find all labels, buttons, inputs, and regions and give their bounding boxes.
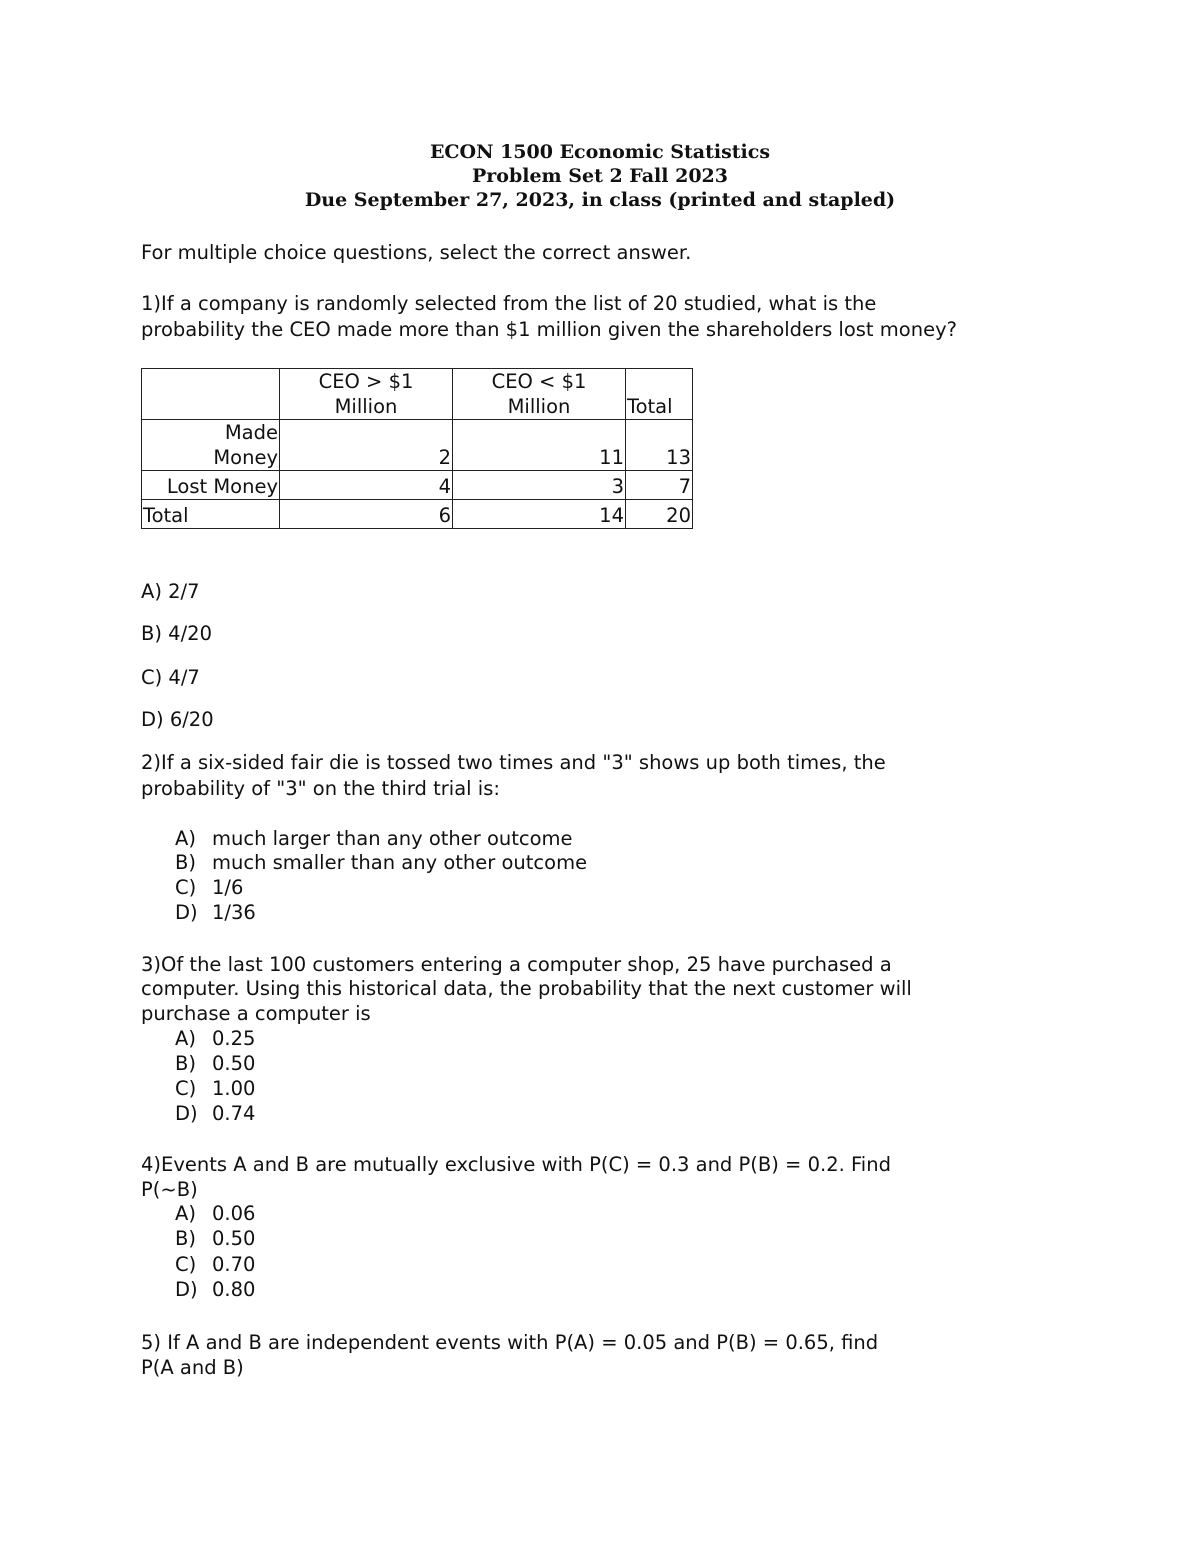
table-header-total: Total <box>626 369 693 420</box>
q5-text-line1: 5) If A and B are independent events with P(A) = 0.05 and P(B) = 0.65, find <box>141 1331 879 1354</box>
q5-text-line2: P(A and B) <box>141 1356 244 1379</box>
table-header-row <box>142 369 693 420</box>
table-row <box>142 500 693 529</box>
q1-text-line1: 1)If a company is randomly selected from the list of 20 studied, what is the <box>141 292 877 315</box>
q1-choice-a: A) 2/7 <box>141 580 200 603</box>
q3-text-line2: computer. Using this historical data, the probability that the next customer will <box>141 977 912 1000</box>
q4-text-line1: 4)Events A and B are mutually exclusive with P(C) = 0.3 and P(B) = 0.2. Find <box>141 1153 891 1176</box>
table-cell: 13 <box>626 420 693 471</box>
table-row <box>142 420 693 471</box>
q2-choice-a: A) much larger than any other outcome <box>175 827 573 850</box>
q4-text-line2: P(~B) <box>141 1178 198 1201</box>
row-label-lost-money: Lost Money <box>142 471 280 500</box>
course-title: ECON 1500 Economic Statistics <box>429 141 771 163</box>
table-cell: 4 <box>280 471 453 500</box>
q1-choice-d: D) 6/20 <box>141 708 214 731</box>
table-cell: 14 <box>453 500 626 529</box>
table-cell: 7 <box>626 471 693 500</box>
q2-text-line2: probability of "3" on the third trial is: <box>141 777 500 800</box>
table-cell: 20 <box>626 500 693 529</box>
q1-choice-b: B) 4/20 <box>141 622 212 645</box>
q2-text-line1: 2)If a six-sided fair die is tossed two times and "3" shows up both times, the <box>141 751 886 774</box>
q3-choice-d: D) 0.74 <box>175 1102 256 1125</box>
q4-choice-d: D) 0.80 <box>175 1278 256 1301</box>
q1-text-line2: probability the CEO made more than $1 million given the shareholders lost money? <box>141 318 957 341</box>
q3-choice-b: B) 0.50 <box>175 1052 256 1075</box>
table-row <box>142 471 693 500</box>
table-header-ceo-over: CEO > $1 Million <box>280 369 453 420</box>
q2-choice-b: B) much smaller than any other outcome <box>175 851 588 874</box>
q4-choice-b: B) 0.50 <box>175 1227 256 1250</box>
table-cell: 3 <box>453 471 626 500</box>
row-label-made-money: Made Money <box>142 420 280 471</box>
problem-set-title: Problem Set 2 Fall 2023 <box>471 165 728 187</box>
q1-choice-c: C) 4/7 <box>141 666 200 689</box>
q4-choice-a: A) 0.06 <box>175 1202 256 1225</box>
table-cell: 2 <box>280 420 453 471</box>
q3-text-line3: purchase a computer is <box>141 1002 371 1025</box>
q3-choice-c: C) 1.00 <box>175 1077 256 1100</box>
q3-choice-a: A) 0.25 <box>175 1027 256 1050</box>
table-corner-cell <box>142 369 280 420</box>
instructions: For multiple choice questions, select the correct answer. <box>141 241 692 264</box>
table-header-ceo-under: CEO < $1 Million <box>453 369 626 420</box>
row-label-total: Total <box>142 500 280 529</box>
table-cell: 6 <box>280 500 453 529</box>
q2-choice-d: D) 1/36 <box>175 901 256 924</box>
q2-choice-c: C) 1/6 <box>175 876 244 899</box>
q4-choice-c: C) 0.70 <box>175 1253 256 1276</box>
due-date: Due September 27, 2023, in class (printed and stapled) <box>304 189 896 211</box>
ceo-contingency-table <box>141 368 693 529</box>
q3-text-line1: 3)Of the last 100 customers entering a computer shop, 25 have purchased a <box>141 953 892 976</box>
table-cell: 11 <box>453 420 626 471</box>
